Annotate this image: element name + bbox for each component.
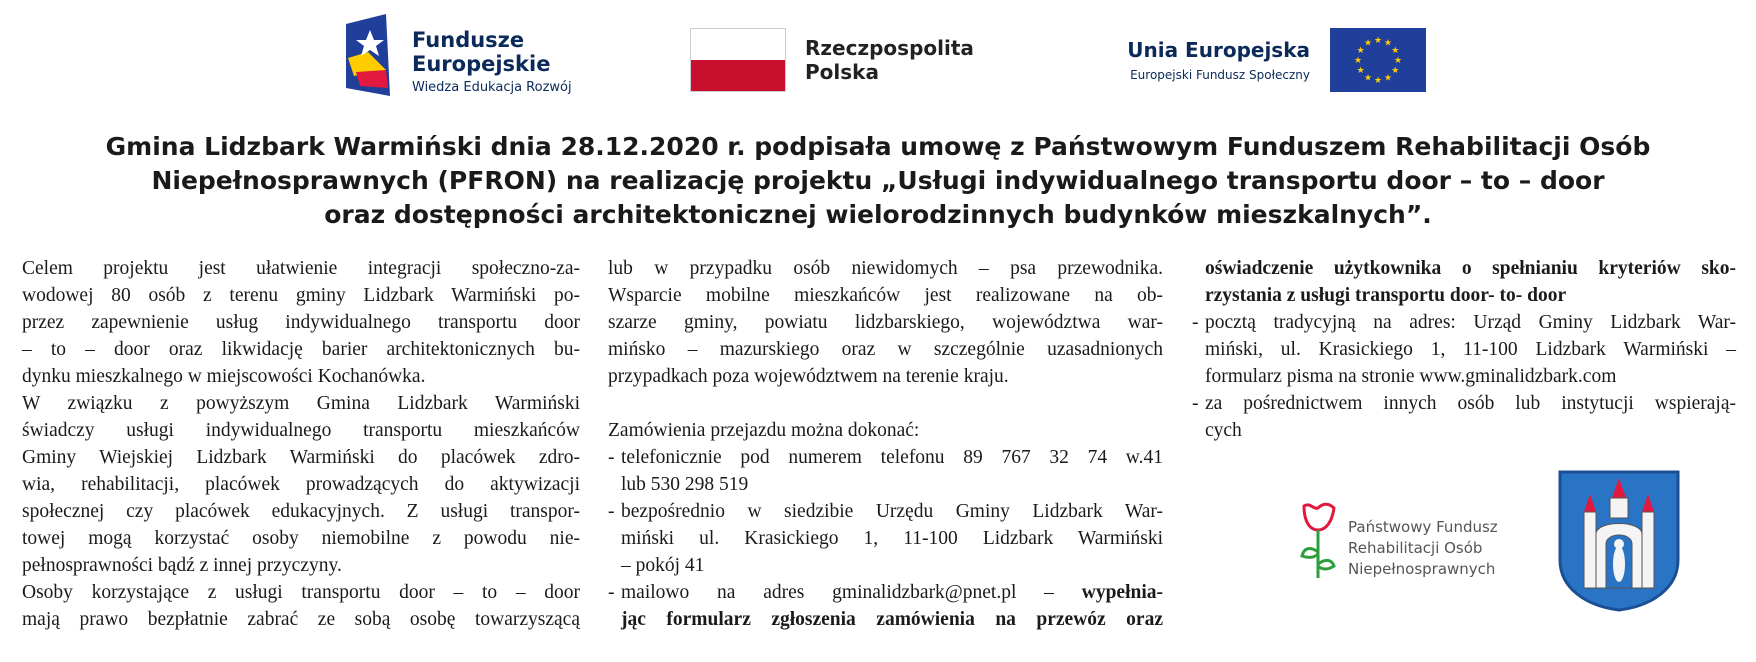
rp-line2: Polska [805, 60, 879, 84]
fundusze-europejskie-logo [346, 12, 586, 98]
list-item [608, 498, 1163, 579]
fe-title-line1: Fundusze [412, 28, 525, 52]
pfron-line2: Rehabilitacji Osób [1348, 539, 1483, 557]
text-line: cych [1205, 420, 1242, 441]
text-line: telefonicznie pod numerem telefonu 89 767 32 74 w.41 [621, 447, 1163, 468]
text-line: W związku z powyższym Gmina Lidzbark Warmiński [22, 393, 580, 414]
municipal-coat-of-arms-icon [1556, 468, 1682, 614]
text-line: lub w przypadku osób niewidomych – psa przewodnika. [608, 258, 1163, 279]
ue-subtitle: Europejski Fundusz Społeczny [1130, 68, 1310, 82]
headline-line3: oraz dostępności architektonicznej wielorodzinnych budynków mieszkalnych”. [324, 200, 1432, 229]
text-line: rzystania z usługi transportu door- to- door [1205, 285, 1567, 306]
ue-title: Unia Europejska [1127, 38, 1310, 62]
email-text: mailowo na adres gminalidzbark@pnet.pl – [621, 582, 1082, 603]
eu-star-icon: ★ [1383, 38, 1393, 49]
rzeczpospolita-polska-logo [690, 28, 990, 92]
list-dash: - [1192, 312, 1199, 333]
text-line: Osoby korzystające z usługi transportu door – to – door [22, 582, 580, 603]
headline [60, 130, 1696, 232]
order-intro: Zamówienia przejazdu można dokonać: [608, 420, 920, 441]
fe-tagline: Wiedza Edukacja Rozwój [412, 80, 572, 95]
pfron-logo [1296, 500, 1536, 590]
eu-star-icon: ★ [1391, 66, 1400, 76]
eu-star-icon: ★ [1356, 46, 1365, 56]
text-line: – to – door oraz likwidację barier architektonicznych bu- [22, 339, 580, 360]
text-line: mają prawo bezpłatnie zabrać ze sobą osobę towarzyszącą [22, 609, 580, 630]
list-item [1192, 390, 1736, 444]
eu-star-icon: ★ [1363, 73, 1373, 84]
text-line: bezpośrednio w siedzibie Urzędu Gminy Lidzbark War- [621, 501, 1163, 522]
text-line: lub 530 298 519 [621, 474, 749, 495]
eu-star-icon: ★ [1356, 66, 1365, 76]
text-line: przez zapewnienie usług indywidualnego transportu door [22, 312, 580, 333]
text-line: dynku mieszkalnego w miejscowości Kochanówka. [22, 366, 426, 387]
text-line: miński ul. Krasickiego 1, 11-100 Lidzbark Warmiński [621, 528, 1163, 549]
list-item [608, 444, 1163, 498]
eu-star-icon: ★ [1383, 73, 1393, 84]
text-line: Wsparcie mobilne mieszkańców jest realizowane na ob- [608, 285, 1163, 306]
text-line: miński, ul. Krasickiego 1, 11-100 Lidzbark Warmiński – [1205, 339, 1736, 360]
rp-line1: Rzeczpospolita [805, 36, 974, 60]
eu-flag-icon [1330, 28, 1426, 92]
eu-star-icon: ★ [1393, 56, 1403, 66]
column-3 [1192, 255, 1736, 444]
eu-star-icon: ★ [1391, 46, 1400, 56]
unia-europejska-logo [1096, 28, 1426, 94]
pfron-line1: Państwowy Fundusz [1348, 518, 1498, 536]
list-item [1192, 309, 1736, 390]
pfron-line3: Niepełnosprawnych [1348, 560, 1496, 578]
bold-text: wypełnia- [1081, 582, 1163, 603]
list-dash: - [608, 501, 615, 522]
text-line: społecznej czy placówek edukacyjnych. Z usługi transpor- [22, 501, 580, 522]
text-line: Celem projektu jest ułatwienie integracji społeczno-za- [22, 258, 580, 279]
text-line: – pokój 41 [621, 555, 705, 576]
text-line: pełnosprawności bądź z innej przyczyny. [22, 555, 342, 576]
headline-line1: Gmina Lidzbark Warmiński dnia 28.12.2020 r. podpisała umowę z Państwowym Funduszem Rehabilitacji Osób [105, 132, 1651, 161]
column-1 [22, 255, 580, 633]
list-item [608, 579, 1163, 633]
text-line: szarze gminy, powiatu lidzbarskiego, województwa war- [608, 312, 1163, 333]
list-dash: - [1192, 393, 1199, 414]
eu-star-icon: ★ [1363, 38, 1373, 49]
eu-star-icon: ★ [1373, 36, 1383, 46]
text-line: wodowej 80 osób z terenu gminy Lidzbark Warmiński po- [22, 285, 580, 306]
eu-star-icon: ★ [1353, 56, 1363, 66]
text-line: Gminy Wiejskiej Lidzbark Warmiński do placówek zdro- [22, 447, 580, 468]
text-line: formularz pisma na stronie www.gminalidzbark.com [1205, 366, 1617, 387]
eu-star-icon: ★ [1373, 76, 1383, 86]
text-line: wia, rehabilitacji, placówek prowadzących do aktywizacji [22, 474, 580, 495]
fe-star-icon [346, 14, 400, 96]
tulip-icon [1296, 500, 1344, 582]
text-line: świadczy usługi indywidualnego transportu mieszkańców [22, 420, 580, 441]
text-line: pocztą tradycyjną na adres: Urząd Gminy Lidzbark War- [1205, 312, 1736, 333]
text-line: za pośrednictwem innych osób lub instytucji wspierają- [1205, 393, 1736, 414]
list-dash: - [608, 582, 615, 603]
polish-flag-icon [690, 28, 786, 92]
text-line: mińsko – mazurskiego oraz w szczególnie uzasadnionych [608, 339, 1163, 360]
list-dash: - [608, 447, 615, 468]
text-line: oświadczenie użytkownika o spełnianiu kryteriów sko- [1205, 258, 1736, 279]
headline-line2: Niepełnosprawnych (PFRON) na realizację projektu „Usługi indywidualnego transportu door – to – door [151, 166, 1605, 195]
column-2 [608, 255, 1163, 633]
text-line: jąc formularz zgłoszenia zamówienia na przewóz oraz [621, 609, 1163, 630]
text-line [621, 579, 1163, 606]
text-line: przypadkach poza województwem na terenie kraju. [608, 366, 1009, 387]
logo-strip [0, 0, 1756, 110]
text-line: towej mogą korzystać osoby niemobilne z powodu nie- [22, 528, 580, 549]
fe-title-line2: Europejskie [412, 52, 551, 76]
